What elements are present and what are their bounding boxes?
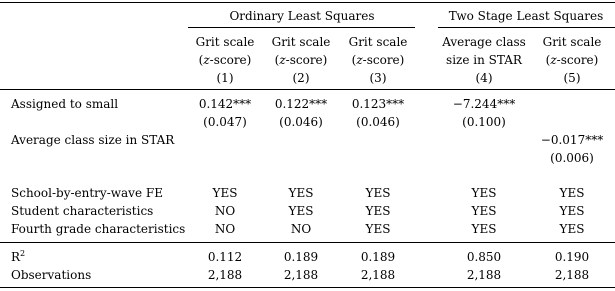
- student-char-1: NO: [214, 204, 236, 218]
- row-label-avg-class-size: Average class size in STAR: [11, 133, 175, 147]
- stats-rule: [0, 242, 615, 243]
- col5-header-line2: (z-score): [545, 53, 599, 67]
- r2-superscript: 2: [20, 249, 26, 258]
- fourth-grade-2: NO: [290, 222, 312, 236]
- observations-2: 2,188: [283, 268, 319, 282]
- col4-header-line1: Average class: [442, 35, 526, 49]
- avg-class-size-se-5: (0.006): [550, 151, 594, 165]
- student-char-4: YES: [471, 204, 497, 218]
- row-label-fourth-grade: Fourth grade characteristics: [11, 222, 186, 236]
- assigned-small-se-1: (0.047): [203, 115, 247, 129]
- school-fe-3: YES: [365, 186, 391, 200]
- col4-header-num: (4): [475, 71, 493, 85]
- col1-header-line2: (z-score): [198, 53, 252, 67]
- assigned-small-se-4: (0.100): [462, 115, 506, 129]
- col3-header-line1: Grit scale: [348, 35, 408, 49]
- assigned-small-se-3: (0.046): [356, 115, 400, 129]
- student-char-3: YES: [365, 204, 391, 218]
- col5-header-line1: Grit scale: [542, 35, 602, 49]
- r2-4: 0.850: [466, 250, 502, 264]
- col1-header-num: (1): [216, 71, 234, 85]
- row-label-observations: Observations: [11, 268, 92, 282]
- observations-3: 2,188: [360, 268, 396, 282]
- r2-3: 0.189: [360, 250, 396, 264]
- school-fe-2: YES: [288, 186, 314, 200]
- col3-header-num: (3): [369, 71, 387, 85]
- fourth-grade-3: YES: [365, 222, 391, 236]
- row-label-r2: $R^2$: [11, 249, 26, 264]
- col5-header-num: (5): [563, 71, 581, 85]
- row-label-school-fe: School-by-entry-wave FE: [11, 186, 163, 200]
- group-rule-2sls: [438, 27, 615, 28]
- r2-1: 0.112: [207, 250, 243, 264]
- assigned-small-coef-3: 0.123***: [351, 97, 405, 111]
- group-rule-ols: [188, 27, 415, 28]
- col2-header-line1: Grit scale: [271, 35, 331, 49]
- r2-5: 0.190: [554, 250, 590, 264]
- observations-1: 2,188: [207, 268, 243, 282]
- student-char-5: YES: [559, 204, 585, 218]
- assigned-small-coef-2: 0.122***: [274, 97, 328, 111]
- assigned-small-coef-1: 0.142***: [198, 97, 252, 111]
- row-label-assigned-small: Assigned to small: [11, 97, 119, 111]
- school-fe-1: YES: [212, 186, 238, 200]
- col2-header-line2: (z-score): [274, 53, 328, 67]
- group-header-ols: Ordinary Least Squares: [229, 9, 375, 23]
- col4-header-line2: size in STAR: [446, 53, 522, 67]
- top-rule: [0, 2, 615, 3]
- fourth-grade-1: NO: [214, 222, 236, 236]
- avg-class-size-coef-5: −0.017***: [540, 133, 604, 147]
- fourth-grade-5: YES: [559, 222, 585, 236]
- school-fe-4: YES: [471, 186, 497, 200]
- bottom-rule: [0, 287, 615, 288]
- col2-header-num: (2): [292, 71, 310, 85]
- header-rule: [0, 89, 615, 90]
- row-label-student-char: Student characteristics: [11, 204, 154, 218]
- observations-5: 2,188: [554, 268, 590, 282]
- group-header-2sls: Two Stage Least Squares: [448, 9, 604, 23]
- student-char-2: YES: [288, 204, 314, 218]
- col3-header-line2: (z-score): [351, 53, 405, 67]
- r2-2: 0.189: [283, 250, 319, 264]
- school-fe-5: YES: [559, 186, 585, 200]
- fourth-grade-4: YES: [471, 222, 497, 236]
- observations-4: 2,188: [466, 268, 502, 282]
- col1-header-line1: Grit scale: [195, 35, 255, 49]
- assigned-small-se-2: (0.046): [279, 115, 323, 129]
- assigned-small-coef-4: −7.244***: [452, 97, 516, 111]
